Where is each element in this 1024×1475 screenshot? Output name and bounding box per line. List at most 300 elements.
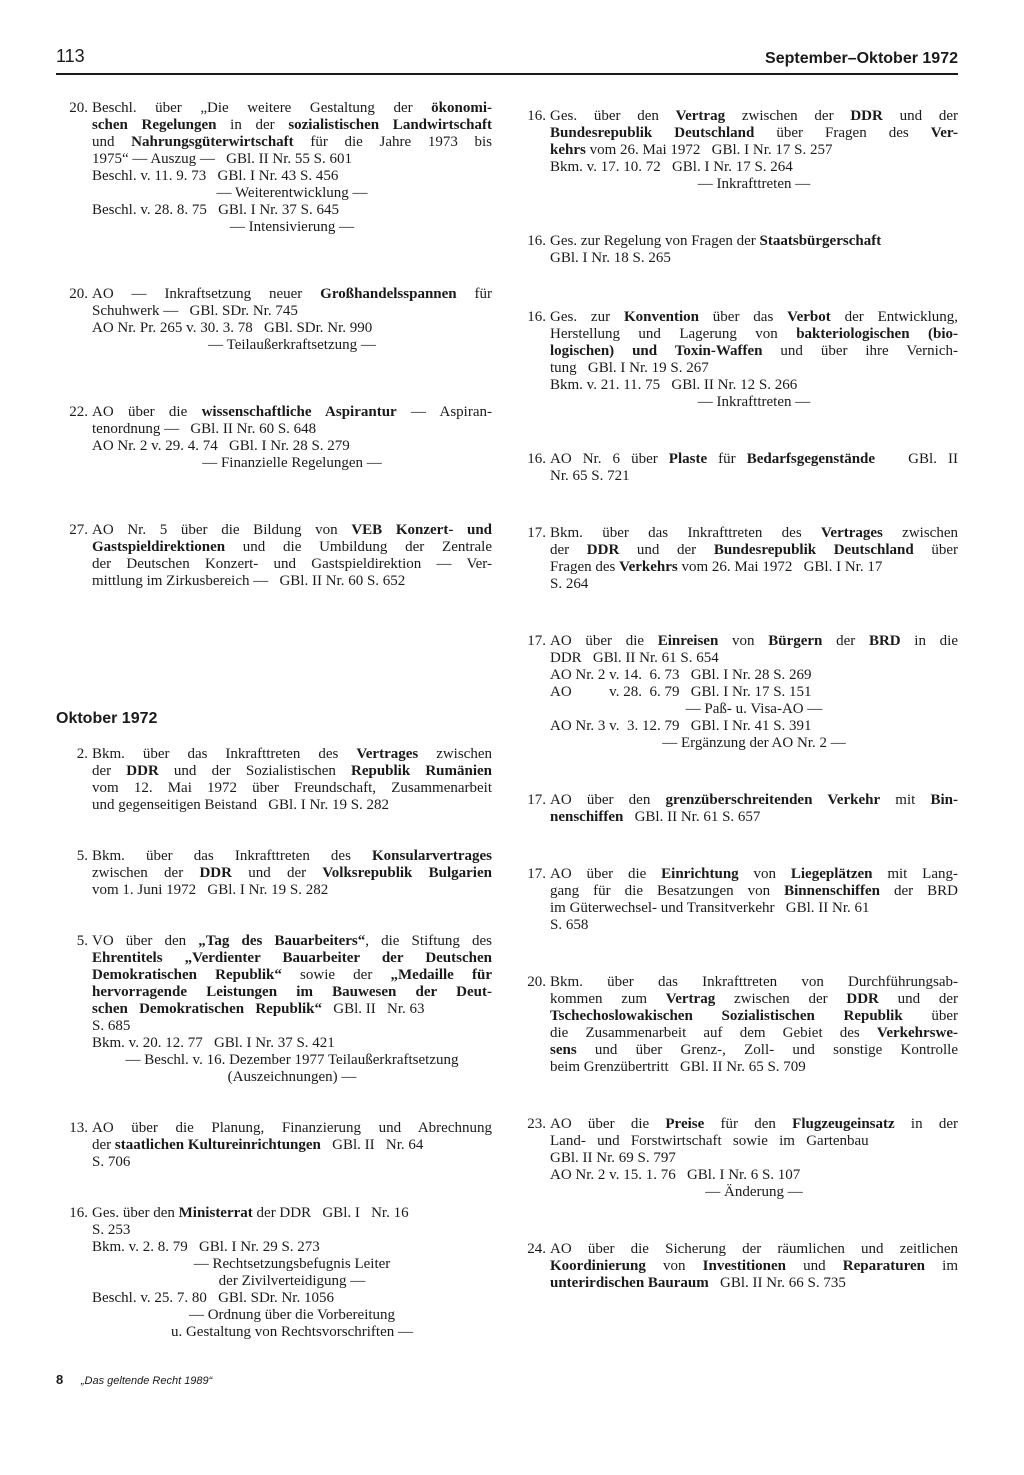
entry-text: und die Umbildung der Zentrale	[225, 539, 492, 555]
bold-term: Ehrentitels	[92, 950, 185, 966]
entry-line	[92, 1256, 492, 1273]
header-rule	[56, 73, 958, 75]
entry-text: (Auszeichnungen) —	[227, 1069, 357, 1085]
entry-line	[92, 1324, 492, 1341]
register-entry	[514, 451, 958, 485]
bold-term: Flugzeugeinsatz	[792, 1116, 895, 1132]
entry-text: AO über den	[550, 792, 666, 808]
entry-day: 17.	[527, 866, 546, 882]
entry-day: 22.	[69, 404, 88, 420]
entry-day: 17.	[527, 633, 546, 649]
entry-line	[550, 866, 958, 883]
entry-text: in der	[216, 117, 289, 133]
bold-term: Tschechoslowakischen Sozialistischen Republik	[550, 1008, 903, 1024]
entry-text: und	[786, 1258, 843, 1274]
entry-line	[92, 882, 492, 899]
entry-text: Nr. 65 S. 721	[550, 468, 630, 484]
entry-text: über Fragen des	[754, 125, 931, 141]
entry-line	[92, 134, 492, 151]
entry-text: DDR GBl. II Nr. 61 S. 654	[550, 650, 719, 666]
entry-text: vom 1. Juni 1972 GBl. I Nr. 19 S. 282	[92, 882, 329, 898]
entry-line	[550, 108, 958, 125]
entry-line	[550, 159, 958, 176]
entry-text: Bkm. v. 17. 10. 72 GBl. I Nr. 17 S. 264	[550, 159, 793, 175]
entry-line	[550, 142, 958, 159]
bold-term: VEB Konzert- und	[351, 522, 493, 538]
register-entry	[56, 100, 492, 236]
entry-day: 23.	[527, 1116, 546, 1132]
entry-line	[92, 1273, 492, 1290]
entry-text: — Weiterentwicklung —	[216, 185, 368, 201]
entry-line	[550, 667, 958, 684]
bold-term: schen Demokratischen Republik“	[92, 1001, 323, 1017]
bold-term: Vertrages	[356, 746, 419, 762]
bold-term: Ministerrat	[178, 1205, 253, 1221]
bold-term: Nahrungsgüterwirtschaft	[131, 134, 294, 150]
register-entry	[514, 108, 958, 193]
entry-text: S. 685	[92, 1018, 131, 1034]
entry-line	[550, 343, 958, 360]
entry-text: GBl. II	[875, 451, 958, 467]
page-footer	[56, 1372, 212, 1387]
register-entry	[514, 1116, 958, 1201]
register-entry	[514, 792, 958, 826]
entry-line	[92, 848, 492, 865]
entry-text: der DDR GBl. I Nr. 16	[252, 1205, 409, 1221]
entry-day: 16.	[527, 309, 546, 325]
entry-text: und der	[882, 108, 958, 124]
entry-line	[92, 1290, 492, 1307]
entry-line	[92, 1120, 492, 1137]
bold-term: „Tag des Bauarbeiters“	[198, 933, 366, 949]
entry-text: tung GBl. I Nr. 19 S. 267	[550, 360, 709, 376]
page-number: 113	[56, 46, 85, 66]
entry-line	[550, 792, 958, 809]
entry-text: Bkm. über das Inkrafttreten des	[92, 848, 373, 864]
register-entry	[514, 525, 958, 593]
entry-line	[550, 1133, 958, 1150]
entry-text: Bkm. über das Inkrafttreten des	[550, 525, 821, 541]
entry-text: Schuhwerk — GBl. SDr. Nr. 745	[92, 303, 298, 319]
entry-text: AO über die	[550, 633, 658, 649]
entry-text: AO über die	[550, 1116, 666, 1132]
entry-text: kommen zum	[550, 991, 666, 1007]
register-entry	[514, 974, 958, 1076]
entry-line	[550, 542, 958, 559]
entry-line	[92, 117, 492, 134]
entry-day: 27.	[69, 522, 88, 538]
bold-term: unterirdischen Bauraum	[550, 1275, 709, 1291]
entry-line	[92, 100, 492, 117]
entry-text: Beschl. v. 11. 9. 73 GBl. I Nr. 43 S. 456	[92, 168, 339, 184]
entry-line	[550, 394, 958, 411]
entry-text: AO Nr. 2 v. 29. 4. 74 GBl. I Nr. 28 S. 279	[92, 438, 350, 454]
entry-text: tenordnung — GBl. II Nr. 60 S. 648	[92, 421, 317, 437]
entry-text: und der Sozialistischen	[158, 763, 351, 779]
bold-term: Reparaturen	[842, 1258, 926, 1274]
entry-text: — Inkrafttreten —	[697, 394, 811, 410]
bold-term: Verkehrs	[619, 559, 678, 575]
bold-term: bakteriologischen (bio-	[796, 326, 958, 342]
entry-text: im Güterwechsel- und Transitverkehr GBl. II Nr. 61	[550, 900, 870, 916]
bold-term: „Verdienter Bauarbeiter der Deutschen	[184, 950, 492, 966]
entry-text: AO Nr. Pr. 265 v. 30. 3. 78 GBl. SDr. Nr. 990	[92, 320, 373, 336]
entry-text: — Teilaußerkraftsetzung —	[208, 337, 376, 353]
entry-line	[550, 176, 958, 193]
left-column-oktober	[56, 746, 492, 1341]
entry-text: GBl. I Nr. 18 S. 265	[550, 250, 671, 266]
entry-text: für	[707, 451, 747, 467]
bold-term: DDR	[846, 991, 879, 1007]
entry-text: Herstellung und Lagerung von	[550, 326, 797, 342]
entry-text: gang für die Besatzungen von	[550, 883, 785, 899]
entry-text: von	[738, 866, 791, 882]
entry-text: und	[92, 134, 132, 150]
bold-term: Liegeplätzen	[790, 866, 873, 882]
entry-line	[550, 1008, 958, 1025]
entry-day: 17.	[527, 525, 546, 541]
bold-term: Einreisen	[657, 633, 719, 649]
bold-term: Binnenschiffen	[784, 883, 880, 899]
bold-term: Großhandelsspannen	[320, 286, 457, 302]
entry-text: Bkm. v. 20. 12. 77 GBl. I Nr. 37 S. 421	[92, 1035, 335, 1051]
entry-line	[92, 556, 492, 573]
entry-text: Bkm. v. 21. 11. 75 GBl. II Nr. 12 S. 266	[550, 377, 798, 393]
bold-term: kehrs	[550, 142, 586, 158]
entry-day: 5.	[76, 933, 88, 949]
entry-text: im	[925, 1258, 958, 1274]
entry-text: GBl. II Nr. 69 S. 797	[550, 1150, 676, 1166]
entry-line	[92, 950, 492, 967]
entry-text: zwischen	[882, 525, 958, 541]
entry-text: und über ihre Vernich-	[762, 343, 958, 359]
bold-term: Demokratischen Republik“	[92, 967, 282, 983]
entry-line	[550, 701, 958, 718]
entry-line	[550, 1042, 958, 1059]
entry-line	[550, 718, 958, 735]
entry-text: u. Gestaltung von Rechtsvorschriften —	[170, 1324, 414, 1340]
bold-term: Vertrag	[675, 108, 726, 124]
bold-term: Vertrag	[665, 991, 716, 1007]
register-entry	[56, 933, 492, 1086]
entry-text: S. 264	[550, 576, 589, 592]
entry-line	[550, 309, 958, 326]
entry-text: AO über die	[92, 404, 202, 420]
bold-term: Preise	[665, 1116, 705, 1132]
bold-term: Einrichtung	[661, 866, 739, 882]
entry-line	[550, 326, 958, 343]
entry-text: vom 26. Mai 1972 GBl. I Nr. 17 S. 257	[585, 142, 833, 158]
entry-text: AO Nr. 2 v. 14. 6. 73 GBl. I Nr. 28 S. 269	[550, 667, 812, 683]
entry-text: S. 658	[550, 917, 589, 933]
register-entry	[514, 233, 958, 267]
entry-text: die Zusammenarbeit auf dem Gebiet des	[550, 1025, 877, 1041]
entry-text: zwischen der	[725, 108, 851, 124]
entry-text: GBl. II Nr. 66 S. 735	[708, 1275, 846, 1291]
entry-text: AO über die Sicherung der räumlichen und zeitlichen	[550, 1241, 958, 1257]
entry-text: mit	[880, 792, 931, 808]
entry-line	[550, 360, 958, 377]
bold-term: Bundesrepublik Deutschland	[550, 125, 755, 141]
entry-line	[550, 250, 958, 267]
entry-text: der	[550, 542, 587, 558]
bold-term: ökonomi-	[431, 100, 492, 116]
entry-text: und über Grenz-, Zoll- und sonstige Kontrolle	[576, 1042, 958, 1058]
bold-term: wissenschaftliche Aspirantur	[201, 404, 397, 420]
entry-text: 1975“ — Auszug — GBl. II Nr. 55 S. 601	[92, 151, 352, 167]
register-entry	[56, 1120, 492, 1171]
register-entry	[514, 633, 958, 752]
entry-text: AO Nr. 6 über	[550, 451, 669, 467]
entry-text: — Änderung —	[705, 1184, 803, 1200]
entry-text: in die	[900, 633, 958, 649]
register-entry	[56, 286, 492, 354]
entry-text: GBl. II Nr. 64	[320, 1137, 424, 1153]
entry-line	[92, 865, 492, 882]
entry-day: 20.	[69, 100, 88, 116]
register-entry	[56, 522, 492, 590]
entry-text: S. 253	[92, 1222, 131, 1238]
entry-text: der	[92, 763, 127, 779]
entry-line	[92, 1018, 492, 1035]
entry-text: AO — Inkraftsetzung neuer	[92, 286, 321, 302]
bold-term: BRD	[868, 633, 901, 649]
entry-text: mittlung im Zirkusbereich — GBl. II Nr. 60 S. 652	[92, 573, 406, 589]
bold-term: logischen) und Toxin-Waffen	[550, 343, 763, 359]
entry-text: — Paß- u. Visa-AO —	[685, 701, 823, 717]
entry-text: AO Nr. 3 v. 3. 12. 79 GBl. I Nr. 41 S. 391	[550, 718, 812, 734]
bold-term: Konvention	[623, 309, 699, 325]
entry-text: — Ordnung über die Vorbereitung	[188, 1307, 396, 1323]
entry-text: AO v. 28. 6. 79 GBl. I Nr. 17 S. 151	[550, 684, 812, 700]
entry-line	[550, 1275, 958, 1292]
entry-text: Land- und Forstwirtschaft sowie im Gartenbau	[550, 1133, 869, 1149]
entry-line	[92, 1052, 492, 1069]
right-column	[514, 108, 958, 1292]
entry-text: über das	[698, 309, 788, 325]
register-entry	[514, 309, 958, 411]
bold-term: Bedarfsgegenstände	[746, 451, 876, 467]
bold-term: sens	[550, 1042, 577, 1058]
bold-term: Republik Rumänien	[351, 763, 493, 779]
entry-text: für die Jahre 1973 bis	[293, 134, 492, 150]
entry-line	[92, 1035, 492, 1052]
entry-text: — Finanzielle Regelungen —	[202, 455, 382, 471]
register-entry	[514, 1241, 958, 1292]
entry-line	[92, 1205, 492, 1222]
bold-term: sozialistischen Landwirtschaft	[288, 117, 492, 133]
entry-text: der Zivilverteidigung —	[218, 1273, 366, 1289]
bold-term: DDR	[126, 763, 159, 779]
entry-day: 20.	[69, 286, 88, 302]
entry-line	[550, 1167, 958, 1184]
register-entry	[56, 746, 492, 814]
entry-text: mit Lang-	[872, 866, 958, 882]
entry-line	[550, 1059, 958, 1076]
entry-text: und der	[619, 542, 714, 558]
entry-line	[92, 303, 492, 320]
entry-text: Ges. zur Regelung von Fragen der	[550, 233, 760, 249]
entry-text: — Aspiran-	[396, 404, 492, 420]
entry-text: und gegenseitigen Beistand GBl. I Nr. 19 S. 282	[92, 797, 390, 813]
entry-text: AO Nr. 2 v. 15. 1. 76 GBl. I Nr. 6 S. 107	[550, 1167, 801, 1183]
entry-text: für	[456, 286, 493, 302]
bold-term: Volksrepublik Bulgarien	[322, 865, 492, 881]
bold-term: Bin-	[930, 792, 958, 808]
entry-text: von	[718, 633, 769, 649]
entry-line	[92, 1239, 492, 1256]
entry-line	[92, 168, 492, 185]
entry-line	[92, 1307, 492, 1324]
entry-line	[92, 1137, 492, 1154]
bold-term: Gastspieldirektionen	[92, 539, 226, 555]
entry-line	[92, 1001, 492, 1018]
entry-line	[92, 780, 492, 797]
entry-line	[550, 1184, 958, 1201]
entry-line	[92, 797, 492, 814]
entry-text: und der	[231, 865, 323, 881]
entry-line	[550, 900, 958, 917]
entry-text: Fragen des	[550, 559, 620, 575]
entry-line	[550, 576, 958, 593]
entry-text: beim Grenzübertritt GBl. II Nr. 65 S. 709	[550, 1059, 806, 1075]
entry-line	[550, 991, 958, 1008]
entry-text: AO über die Planung, Finanzierung und Abrechnung	[92, 1120, 492, 1136]
entry-day: 16.	[527, 451, 546, 467]
entry-line	[550, 125, 958, 142]
entry-text: vom 26. Mai 1972 GBl. I Nr. 17	[677, 559, 883, 575]
bold-term: hervorragende Leistungen im Bauwesen der Deut-	[92, 984, 492, 1000]
entry-text: Bkm. über das Inkrafttreten des	[92, 746, 357, 762]
entry-text: vom 12. Mai 1972 über Freundschaft, Zusammenarbeit	[92, 780, 492, 796]
bold-term: DDR	[199, 865, 232, 881]
entry-text: für den	[704, 1116, 793, 1132]
entry-line	[92, 202, 492, 219]
register-entry	[56, 1205, 492, 1341]
entry-text: der	[92, 1137, 115, 1153]
entry-line	[550, 650, 958, 667]
entry-line	[92, 286, 492, 303]
entry-text: — Intensivierung —	[229, 219, 355, 235]
entry-line	[92, 763, 492, 780]
entry-text: in der	[894, 1116, 958, 1132]
entry-text: der BRD	[879, 883, 958, 899]
bold-term: grenzüberschreitenden Verkehr	[665, 792, 881, 808]
entry-line	[92, 967, 492, 984]
entry-line	[550, 451, 958, 468]
entry-day: 17.	[527, 792, 546, 808]
entry-line	[92, 151, 492, 168]
bold-term: Bundesrepublik Deutschland	[713, 542, 914, 558]
entry-line	[92, 1222, 492, 1239]
bold-term: „Medaille für	[390, 967, 492, 983]
entry-day: 16.	[69, 1205, 88, 1221]
bold-term: Investitionen	[702, 1258, 786, 1274]
entry-line	[550, 917, 958, 934]
entry-text: — Rechtsetzungsbefugnis Leiter	[193, 1256, 391, 1272]
entry-day: 13.	[69, 1120, 88, 1136]
entry-text: Beschl. v. 28. 8. 75 GBl. I Nr. 37 S. 645	[92, 202, 339, 218]
entry-line	[92, 984, 492, 1001]
bold-term: Ver-	[930, 125, 958, 141]
entry-text: der Entwicklung,	[830, 309, 959, 325]
entry-line	[92, 320, 492, 337]
entry-line	[550, 1241, 958, 1258]
entry-text: VO über den	[92, 933, 199, 949]
entry-text: Ges. zur	[550, 309, 624, 325]
entry-text: zwischen der	[715, 991, 847, 1007]
bold-term: staatlichen Kultureinrichtungen	[114, 1137, 321, 1153]
entry-text: zwischen der	[92, 865, 200, 881]
entry-line	[550, 1258, 958, 1275]
entry-text: AO Nr. 5 über die Bildung von	[92, 522, 352, 538]
entry-text: — Ergänzung der AO Nr. 2 —	[662, 735, 846, 751]
entry-line	[550, 883, 958, 900]
entry-line	[92, 746, 492, 763]
entry-line	[92, 438, 492, 455]
entry-day: 24.	[527, 1241, 546, 1257]
bold-term: nenschiffen	[550, 809, 624, 825]
entry-text: GBl. II Nr. 61 S. 657	[623, 809, 761, 825]
register-entry	[56, 404, 492, 472]
entry-text: von	[645, 1258, 703, 1274]
entry-text: der	[822, 633, 869, 649]
entry-text: zwischen	[418, 746, 493, 762]
entry-line	[92, 455, 492, 472]
entry-line	[550, 1150, 958, 1167]
entry-line	[92, 219, 492, 236]
entry-line	[550, 735, 958, 752]
entry-text: — Inkrafttreten —	[697, 176, 811, 192]
entry-text: — Beschl. v. 16. Dezember 1977 Teilaußerkraftsetzung	[125, 1052, 459, 1068]
entry-text: Bkm. v. 2. 8. 79 GBl. I Nr. 29 S. 273	[92, 1239, 320, 1255]
entry-day: 16.	[527, 233, 546, 249]
entry-line	[92, 1069, 492, 1086]
bold-term: DDR	[586, 542, 620, 558]
entry-line	[550, 684, 958, 701]
bold-term: DDR	[850, 108, 883, 124]
entry-line	[550, 1116, 958, 1133]
page-header	[56, 46, 958, 76]
register-entry	[56, 848, 492, 899]
entry-line	[92, 421, 492, 438]
left-column-september	[56, 100, 492, 590]
entry-line	[92, 573, 492, 590]
entry-line	[550, 525, 958, 542]
entry-text: Bkm. über das Inkrafttreten von Durchführungsab-	[550, 974, 958, 990]
entry-line	[550, 1025, 958, 1042]
footer-source: „Das geltende Recht 1989“	[80, 1375, 213, 1387]
entry-day: 2.	[76, 746, 88, 762]
entry-line	[92, 185, 492, 202]
entry-text: Ges. über den	[92, 1205, 179, 1221]
entry-line	[92, 933, 492, 950]
entry-day: 20.	[527, 974, 546, 990]
entry-text: und der	[878, 991, 958, 1007]
entry-line	[92, 404, 492, 421]
entry-text: Beschl. über „Die weitere Gestaltung der	[92, 100, 432, 116]
bold-term: Plaste	[668, 451, 708, 467]
entry-line	[92, 522, 492, 539]
bold-term: Verkehrswe-	[876, 1025, 958, 1041]
entry-text: GBl. II Nr. 63	[322, 1001, 425, 1017]
entry-text: , die Stiftung des	[365, 933, 492, 949]
entry-day: 5.	[76, 848, 88, 864]
bold-term: Koordinierung	[550, 1258, 646, 1274]
bold-term: Konsularvertrages	[372, 848, 492, 864]
entry-line	[92, 337, 492, 354]
entry-text: über	[902, 1008, 959, 1024]
